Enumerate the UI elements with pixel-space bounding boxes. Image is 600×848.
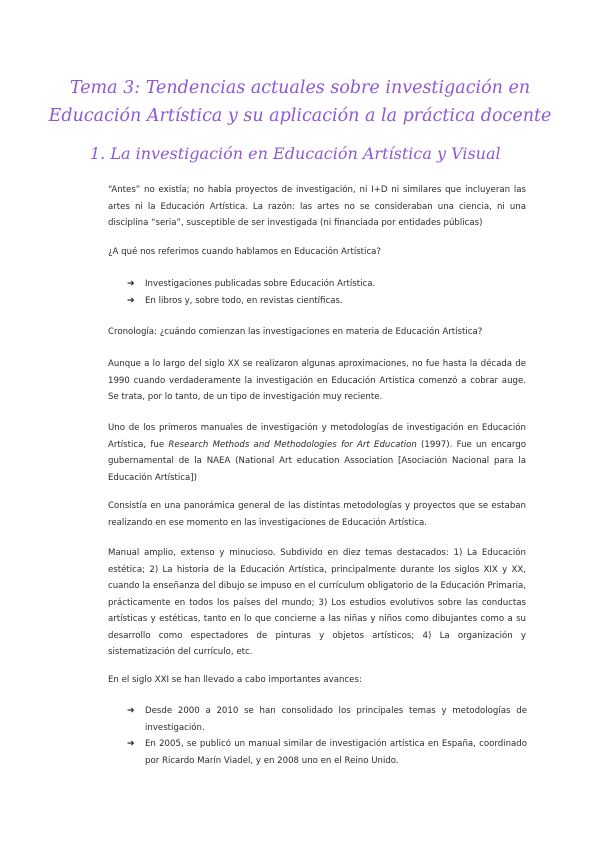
manuales-text-start: Uno de los primeros manuales de investigación y metodologías de investigación en Educación Artística, fue [108,423,526,450]
paragraph-consistia: Consistía en una panorámica general de las distintas metodologías y proyectos que se estaban realizando en ese momento en las investigaciones de Educación Artística. [108,501,526,528]
bullet-list-publicaciones [127,276,527,309]
document-title: Tema 3: Tendencias actuales sobre investigación en Educación Artística y su aplicación a la práctica docente [48,78,552,126]
paragraph-aunque: Aunque a lo largo del siglo XX se realizaron algunas aproximaciones, no fue hasta la década de 1990 cuando verdaderamente la investigación en Educación Artística comenzó a cobrar auge. Se trata, por lo tanto, de un tipo de investigación muy reciente. [108,359,526,402]
arrow-right-icon: ➔ [127,739,135,749]
arrow-right-icon: ➔ [127,295,135,306]
list-item-text: Desde 2000 a 2010 se han consolidado los principales temas y metodologías de investigación. [145,706,527,733]
list-item-text: Investigaciones publicadas sobre Educación Artística. [145,279,376,289]
arrow-right-icon: ➔ [127,706,135,716]
paragraph-manual-amplio: Manual amplio, extenso y minucioso. Subdivido en diez temas destacados: 1) La Educación estética; 2) La historia de la Educación Artística, principalmente durante los siglos XIX y XX, cuando la enseñanza del dibujo se impuso en el currículum obligatorio de la Educación Primaria, prácticamente en todos los países del mundo; 3) Los estudios evolutivos sobre las conductas artísticas y estéticas, tanto en lo que concierne a las niñas y niños como dibujantes como a su desarrollo como espectadores de pinturas y objetos artísticos; 4) La organización y sistematización del currículo, etc. [108,548,526,657]
list-item-text: En libros y, sobre todo, en revistas científicas. [145,295,343,306]
manuales-text-end: (1997). Fue un encargo gubernamental de la NAEA (National Art education Association [Asociación Nacional para la Educación Artística]) [108,439,526,483]
paragraph-cronologia: Cronología: ¿cuándo comienzan las investigaciones en materia de Educación Artística? [108,327,483,337]
book-title: Research Methods and Methodologies for Art Education [168,439,417,450]
list-item [127,736,527,769]
list-item [127,293,527,310]
list-item [127,703,527,736]
bullet-list-avances [127,703,527,769]
section-heading: 1. La investigación en Educación Artística y Visual [90,144,501,163]
paragraph-manuales [108,420,526,486]
paragraph-pregunta: ¿A qué nos referimos cuando hablamos en Educación Artística? [108,247,381,257]
paragraph-antes: “Antes” no existía; no había proyectos de investigación, ni I+D ni similares que incluyeran las artes ni la Educación Artística. La razón: las artes no se consideraban una ciencia, ni una disciplina “seria”, susceptible de ser investigada (ni financiada por entidades públicas) [108,185,526,228]
list-item [127,276,527,293]
arrow-right-icon: ➔ [127,279,135,289]
list-item-text: En 2005, se publicó un manual similar de investigación artística en España, coordinado por Ricardo Marín Viadel, y en 2008 uno en el Reino Unido. [145,739,527,766]
paragraph-siglo-xxi: En el siglo XXI se han llevado a cabo importantes avances: [108,675,362,685]
